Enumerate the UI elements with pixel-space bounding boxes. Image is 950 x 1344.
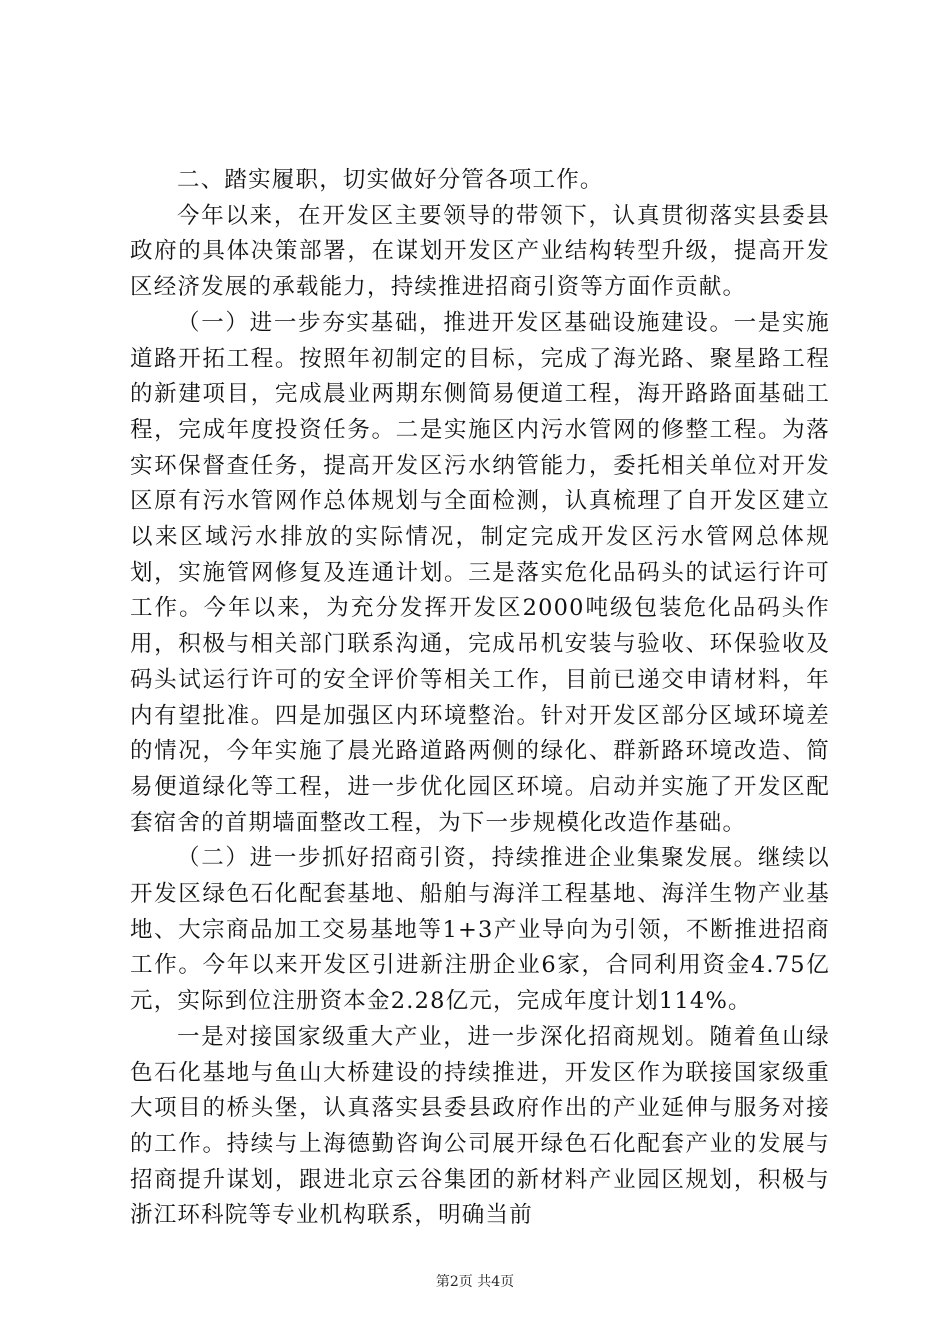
infrastructure-paragraph: （一）进一步夯实基础，推进开发区基础设施建设。一是实施道路开拓工程。按照年初制定的目标，完成了海光路、聚星路工程的新建项目，完成晨业两期东侧简易便道工程，海开路路面基础工程，完成年度投资任务。二是实施区内污水管网的修整工程。为落实环保督查任务，提高开发区污水纳管能力，委托相关单位对开发区原有污水管网作总体规划与全面检测，认真梳理了自开发区建立以来区域污水排放的实际情况，制定完成开发区污水管网总体规划，实施管网修复及连通计划。三是落实危化品码头的试运行许可工作。今年以来，为充分发挥开发区2000吨级包装危化品码头作用，积极与相关部门联系沟通，完成吊机安装与验收、环保验收及码头试运行许可的安全评价等相关工作，目前已递交申请材料，年内有望批准。四是加强区内环境整治。针对开发区部分区域环境差的情况，今年实施了晨光路道路两侧的绿化、群新路环境改造、简易便道绿化等工程，进一步优化园区环境。启动并实施了开发区配套宿舍的首期墙面整改工程，为下一步规模化改造作基础。 — [130, 309, 830, 836]
page-footer: 第2页 共4页 — [435, 1274, 515, 1290]
investment-paragraph: （二）进一步抓好招商引资，持续推进企业集聚发展。继续以开发区绿色石化配套基地、船舶与海洋工程基地、海洋生物产业基地、大宗商品加工交易基地等1+3产业导向为引领，不断推进招商工作。今年以来开发区引进新注册企业6家，合同利用资金4.75亿元，实际到位注册资本金2.28亿元，完成年度计划114%。 — [130, 845, 830, 1015]
document-body — [130, 163, 830, 1234]
intro-paragraph: 今年以来，在开发区主要领导的带领下，认真贯彻落实县委县政府的具体决策部署，在谋划开发区产业结构转型升级，提高开发区经济发展的承载能力，持续推进招商引资等方面作贡献。 — [130, 202, 830, 301]
planning-paragraph: 一是对接国家级重大产业，进一步深化招商规划。随着鱼山绿色石化基地与鱼山大桥建设的持续推进，开发区作为联接国家级重大项目的桥头堡，认真落实县委县政府作出的产业延伸与服务对接的工作。持续与上海德勤咨询公司展开绿色石化配套产业的发展与招商提升谋划，跟进北京云谷集团的新材料产业园区规划，积极与浙江环科院等专业机构联系，明确当前 — [130, 1023, 830, 1229]
section-heading: 二、踏实履职，切实做好分管各项工作。 — [177, 167, 604, 193]
